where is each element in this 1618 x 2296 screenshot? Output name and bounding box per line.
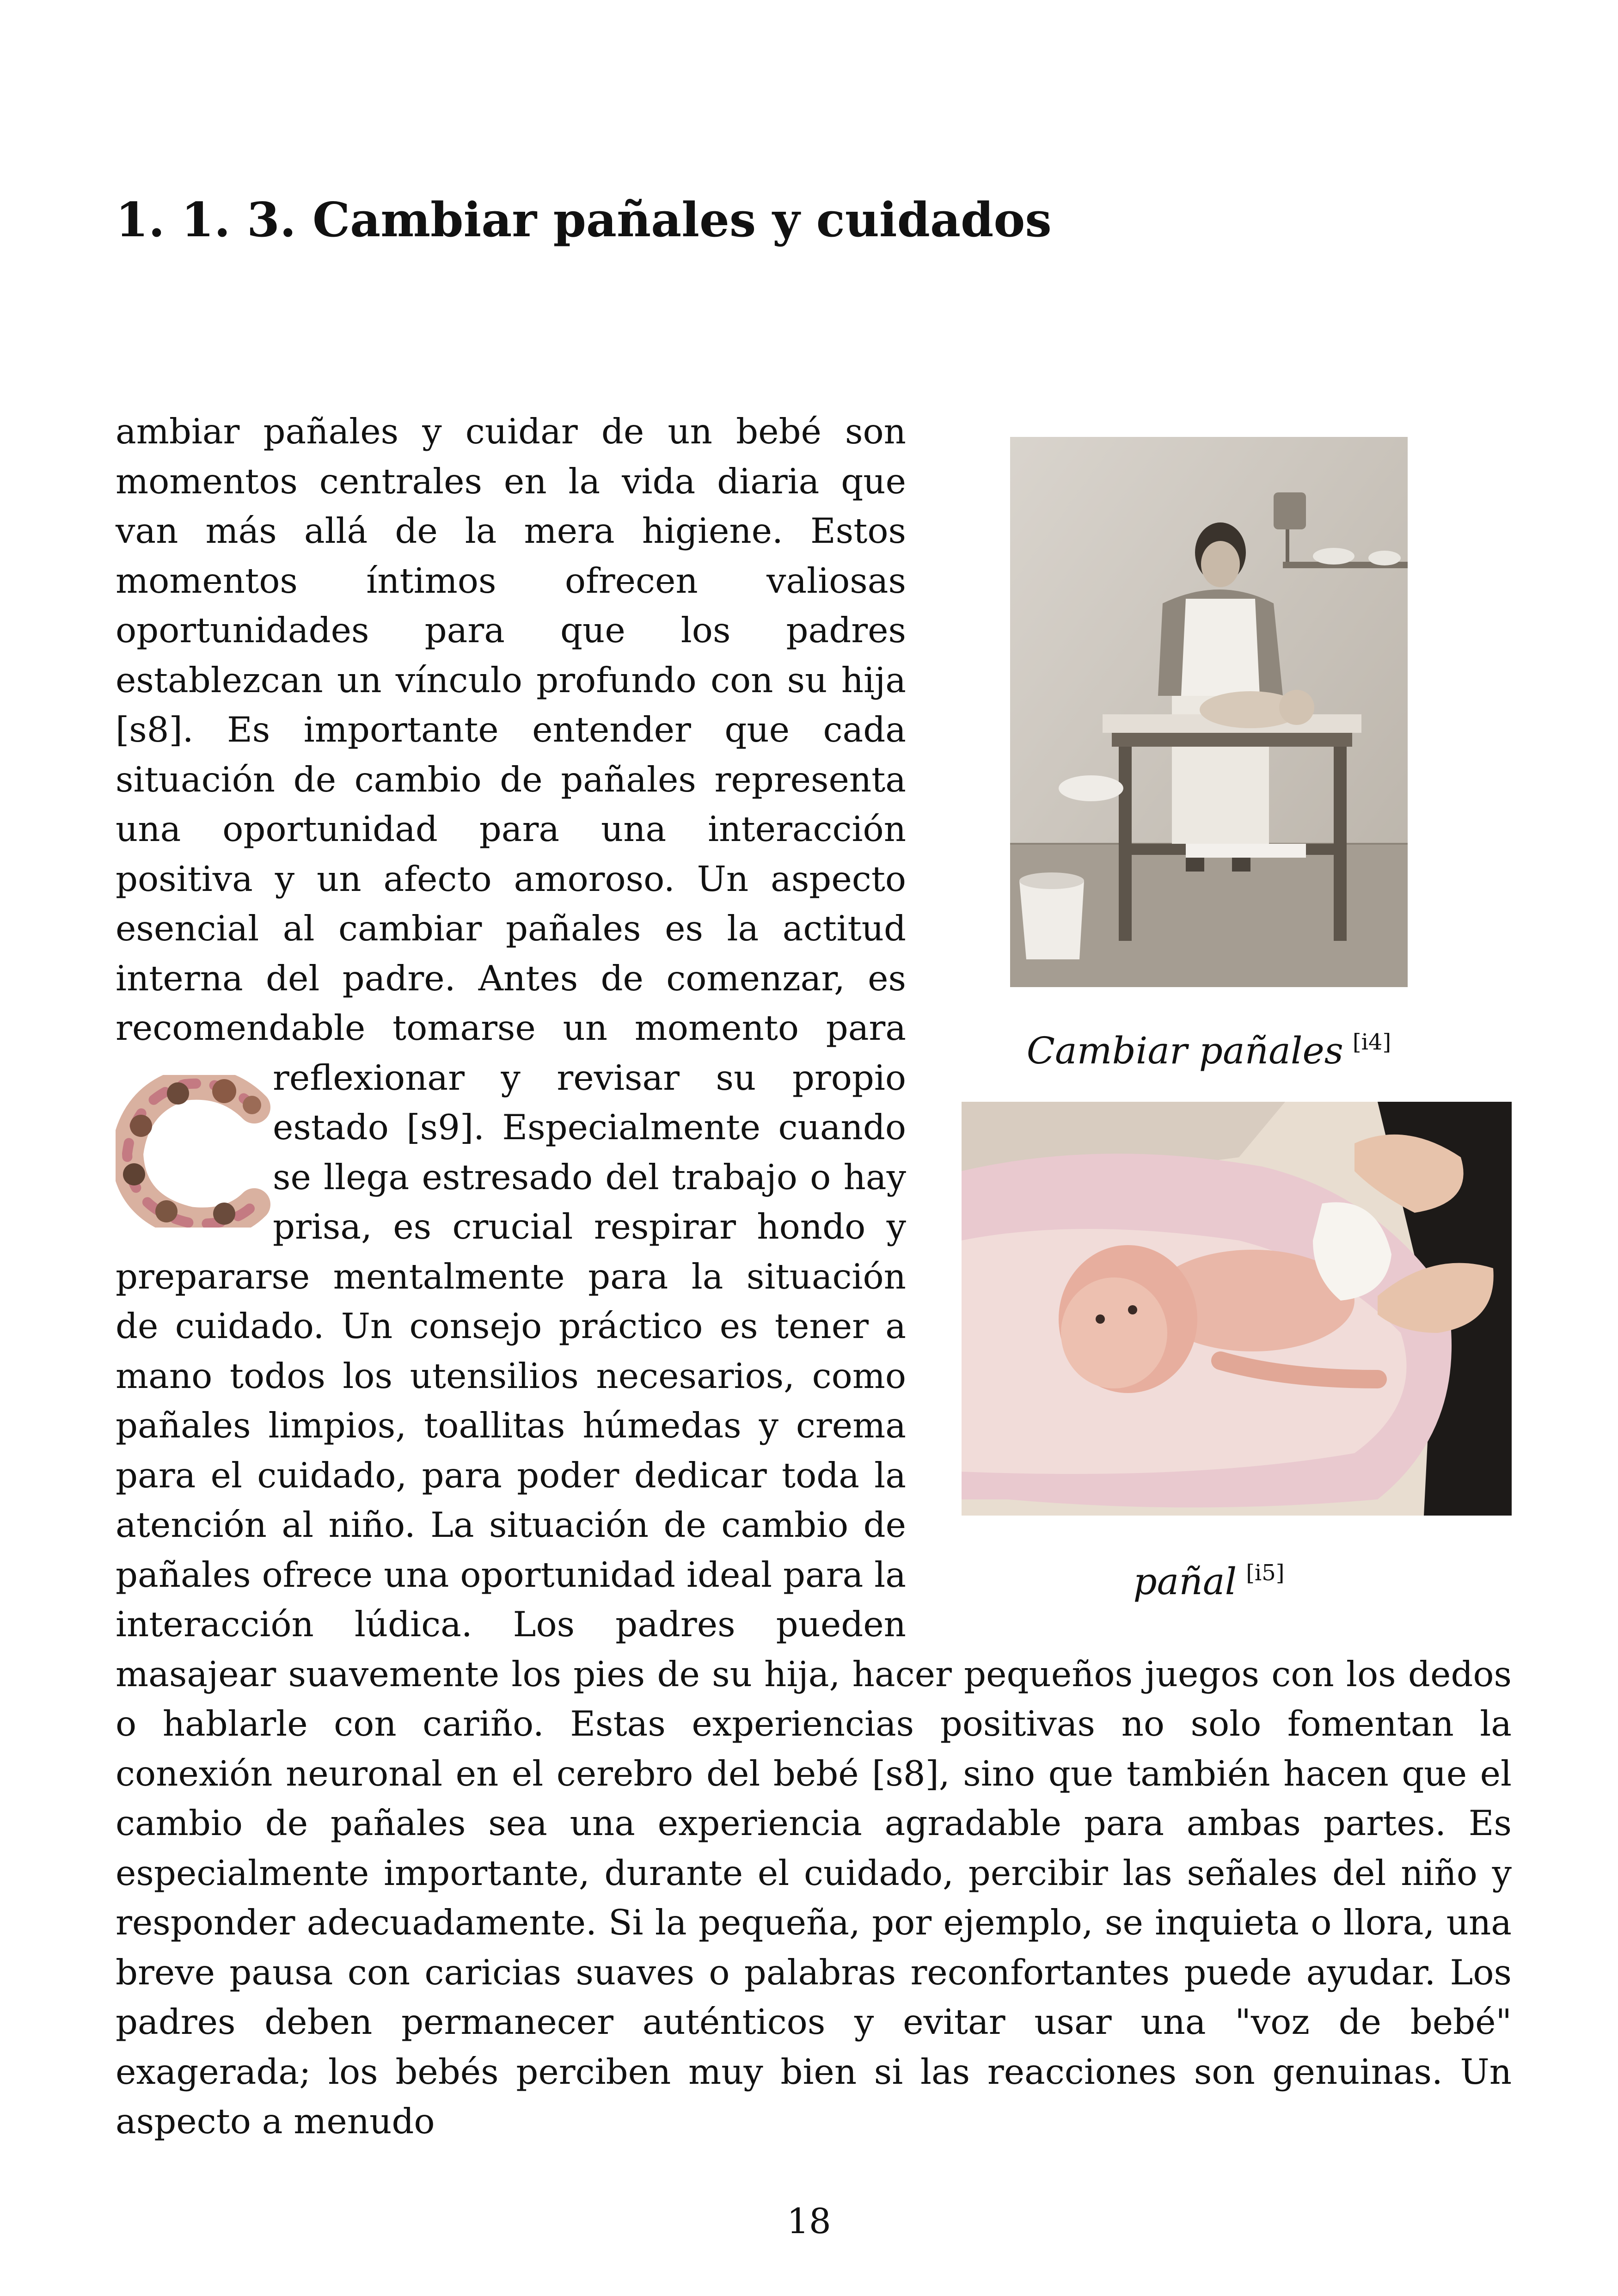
dropcap-letter-image — [116, 1075, 273, 1228]
page-number: 18 — [787, 2201, 831, 2241]
image-reference: [i5] — [1246, 1560, 1285, 1586]
section-title: 1. 1. 3. Cambiar pañales y cuidados — [116, 192, 1052, 248]
baby-diaper-photo — [962, 1102, 1512, 1516]
nurse-changing-diaper-photo — [1010, 437, 1408, 987]
body-text — [116, 407, 1512, 2147]
figure-caption: pañal [i5] — [1133, 1560, 1285, 1603]
figure-caption: Cambiar pañales [i4] — [1026, 1029, 1391, 1072]
body-paragraph: ambiar pañales y cuidar de un bebé son momentos centrales en la vida diaria que van más allá de la mera higiene. Estos momentos íntimos ofrecen valiosas oportunidades para que los padres establezcan un vínculo profundo con su hija [s8]. Es importante entender que cada situación de cambio de pañales representa una oportunidad para una interacción positiva y un afecto amoroso. Un aspecto esencial al cambiar pañales es la actitud interna del padre. Antes de comenzar, es recomendable tomarse un momento para reflexionar y revisar su propio estado [s9]. Especialmente cuando se llega estresado del trabajo o hay prisa, es crucial respirar hondo y prepararse mentalmente para la situación de cuidado. Un consejo práctico es tener a mano todos los utensilios necesarios, como pañales limpios, toallitas húmedas y crema para el cuidado, para poder dedicar toda la atención al niño. La situación de cambio de pañales ofrece una oportunidad ideal para la interacción lúdica. Los padres pueden masajear suavemente los pies de su hija, hacer pequeños juegos con los dedos o hablarle con cariño. Estas experiencias positivas no solo fomentan la conexión neuronal en el cerebro del bebé [s8], sino que también hacen que el cambio de pañales sea una experiencia agradable para ambas partes. Es especialmente importante, durante el cuidado, percibir las señales del niño y responder adecuadamente. Si la pequeña, por ejemplo, se inquieta o llora, una breve pausa con caricias suaves o palabras reconfortantes puede ayudar. Los padres deben permanecer auténticos y evitar usar una "voz de bebé" exagerada; los bebés perciben muy bien si las reacciones son genuinas. Un aspecto a menudo — [116, 411, 1512, 2142]
figure-baby — [906, 1102, 1512, 1628]
dropcap-c-photo-collage — [116, 1075, 273, 1228]
image-reference: [i4] — [1352, 1029, 1391, 1055]
figure-nurse — [906, 437, 1512, 1072]
